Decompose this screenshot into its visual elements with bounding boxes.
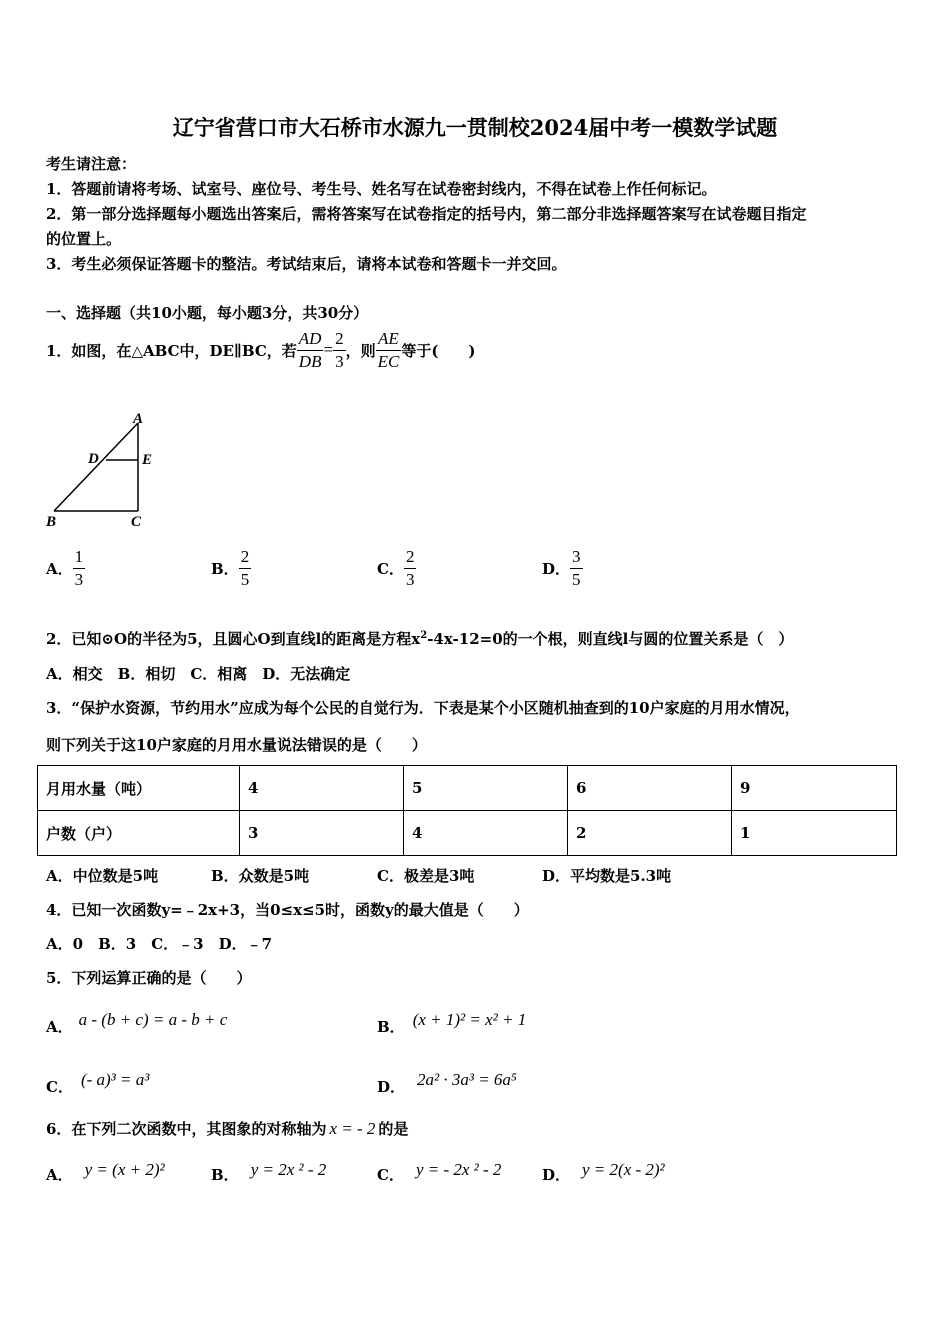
q6-option-d: D． y = 2(x - 2)²: [542, 1160, 665, 1184]
fraction-ad-db: $\frac{AD}{DB}$: [298, 328, 322, 371]
q3-option-c: C．极差是3吨: [377, 867, 475, 885]
vertex-e-label: E: [142, 452, 153, 468]
q4-options: A．0 B．3 C．﹣3 D．﹣7: [46, 935, 273, 953]
table-cell: 户数（户）: [38, 811, 240, 856]
table-cell: 9: [732, 766, 897, 811]
section-heading: 一、选择题（共10小题，每小题3分，共30分）: [46, 304, 369, 322]
table-cell: 2: [568, 811, 732, 856]
q6-option-b: B． y = 2x ² - 2: [211, 1160, 327, 1184]
question-2: 2．已知⊙O的半径为5，且圆心O到直线l的距离是方程$x^2-4x-12=0$的一个根，则直线l与圆的位置关系是（ ）: [46, 630, 794, 648]
table-row: [38, 766, 897, 811]
table-row: [38, 811, 897, 856]
q1-prefix: 1．如图，在△ABC中，DE∥BC，若: [46, 341, 297, 360]
vertex-d-label: D: [88, 451, 99, 467]
q5-option-a: A． a - (b + c) = a - b + c: [46, 1010, 228, 1036]
q1-option-c: C． $\frac{2}{3}$: [377, 546, 415, 589]
notice-item: 的位置上。: [46, 230, 122, 248]
q5-option-b: B． (x + 1)² = x² + 1: [377, 1010, 527, 1036]
q1-option-b: B． $\frac{2}{5}$: [211, 546, 250, 589]
q3-option-a: A．中位数是5吨: [46, 867, 159, 885]
table-cell: 月用水量（吨）: [38, 766, 240, 811]
table-cell: 4: [240, 766, 404, 811]
q2-options: A．相交 B．相切 C．相离 D．无法确定: [46, 665, 351, 683]
question-6: 6．在下列二次函数中，其图象的对称轴为 x = - 2 的是: [46, 1119, 409, 1138]
question-4: 4．已知一次函数y=﹣2x+3，当0≤x≤5时，函数y的最大值是（ ）: [46, 901, 529, 919]
question-1: 1．如图，在△ABC中，DE∥BC，若 $\frac{AD}{DB}$ = $\frac{2}{3}$ ，则 $\frac{AE}{EC}$ 等于( ): [46, 328, 476, 371]
table-cell: 1: [732, 811, 897, 856]
question-3-line1: 3．“保护水资源，节约用水”应成为每个公民的自觉行为．下表是某个小区随机抽查到的10户家庭的月用水情况，: [46, 699, 800, 717]
page-title: 辽宁省营口市大石桥市水源九一贯制校2024届中考一模数学试题: [172, 115, 778, 140]
table-cell: 4: [404, 811, 568, 856]
q3-option-b: B．众数是5吨: [211, 867, 310, 885]
q1-option-a: A． $\frac{1}{3}$: [46, 546, 84, 589]
table-cell: 5: [404, 766, 568, 811]
fraction-ae-ec: $\frac{AE}{EC}$: [377, 328, 400, 371]
notice-item: 3．考生必须保证答题卡的整洁。考试结束后，请将本试卷和答题卡一并交回。: [46, 255, 567, 273]
vertex-b-label: B: [46, 514, 57, 530]
vertex-c-label: C: [131, 514, 142, 530]
q6-option-a: A． y = (x + 2)²: [46, 1160, 165, 1184]
notice-item: 1．答题前请将考场、试室号、座位号、考生号、姓名写在试卷密封线内，不得在试卷上作任何标记。: [46, 180, 717, 198]
triangle-figure: [40, 405, 170, 535]
table-cell: 3: [240, 811, 404, 856]
q3-option-d: D．平均数是5.3吨: [542, 867, 672, 885]
notice-item: 2．第一部分选择题每小题选出答案后，需将答案写在试卷指定的括号内，第二部分非选择题答案写在试卷题目指定: [46, 205, 807, 223]
vertex-a-label: A: [133, 411, 144, 427]
q5-option-d: D． 2a² · 3a³ = 6a⁵: [377, 1070, 517, 1096]
q1-option-d: D． $\frac{3}{5}$: [542, 546, 581, 589]
water-usage-table: [37, 765, 897, 856]
table-cell: 6: [568, 766, 732, 811]
fraction-2-3: $\frac{2}{3}$: [335, 328, 344, 371]
q6-option-c: C． y = - 2x ² - 2: [377, 1160, 502, 1184]
q5-option-c: C． (- a)³ = a³: [46, 1070, 150, 1096]
question-5: 5．下列运算正确的是（ ）: [46, 969, 252, 987]
notice-heading: 考生请注意：: [46, 155, 137, 173]
question-3-line2: 则下列关于这10户家庭的月用水量说法错误的是（ ）: [46, 736, 427, 754]
